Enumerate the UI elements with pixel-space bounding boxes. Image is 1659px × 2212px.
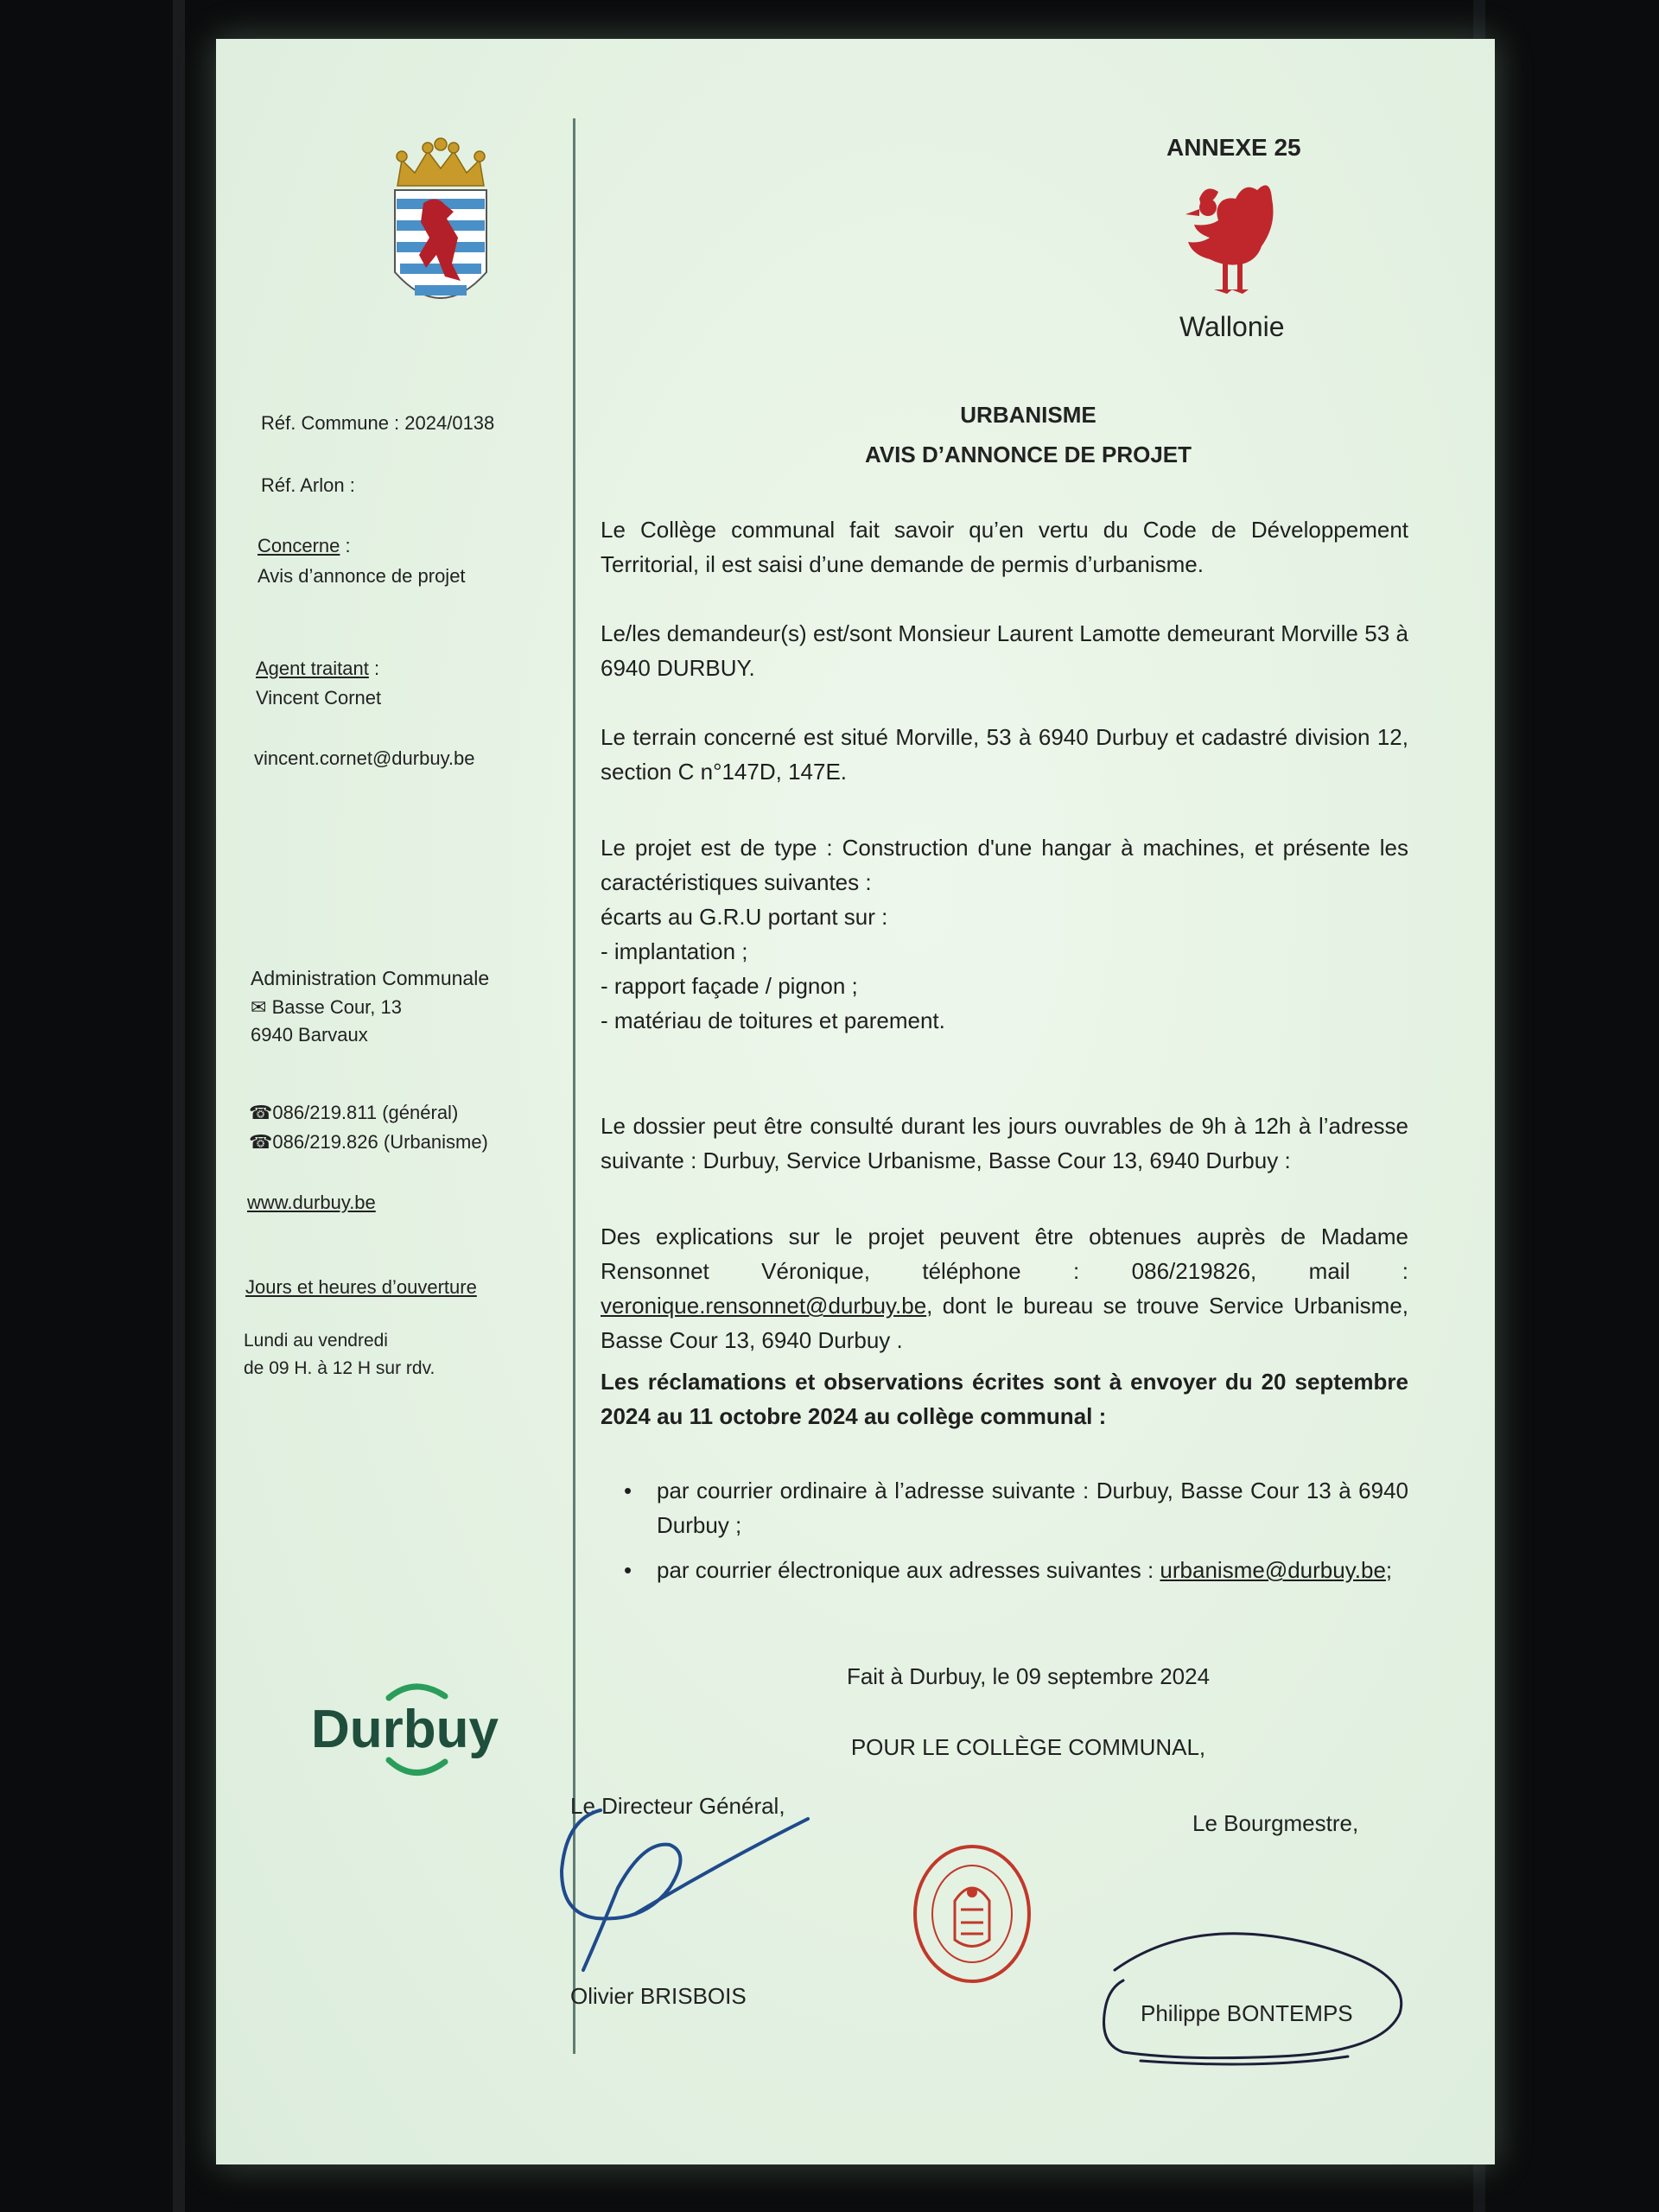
contact-email-link[interactable]: veronique.rensonnet@durbuy.be [601, 1293, 927, 1319]
phone-general[interactable]: 086/219.811 (général) [272, 1102, 459, 1123]
ref-commune: Réf. Commune : 2024/0138 [261, 412, 495, 434]
project-type: Le projet est de type : Construction d'une hangar à machines, et présente les caractéristiques suivantes : [601, 835, 1408, 895]
contact-text: Des explications sur le projet peuvent être obtenues auprès de Madame Rensonnet Véronique, téléphone : 086/219826, mail : [601, 1224, 1408, 1284]
paragraph-applicant: Le/les demandeur(s) est/sont Monsieur Laurent Lamotte demeurant Morville 53 à 6940 DURBUY. [601, 620, 1408, 681]
notice-subtitle: AVIS D’ANNONCE DE PROJET [864, 442, 1192, 467]
concerne-label-row [257, 531, 351, 561]
admin-title: Administration Communale [251, 967, 490, 989]
paragraph-claims: Les réclamations et observations écrites sont à envoyer du 20 septembre 2024 au 11 octobre 2024 au collège communal : [601, 1369, 1408, 1429]
paragraph-code: Le Collège communal fait savoir qu’en vertu du Code de Développement Territorial, il est saisi d’une demande de permis d’urbanisme. [601, 517, 1408, 577]
bullet-postal [624, 1473, 1408, 1542]
phone-icon: ☎ [249, 1131, 273, 1153]
admin-address: Basse Cour, 13 [271, 996, 402, 1018]
agent-email[interactable]: vincent.cornet@durbuy.be [254, 747, 475, 769]
project-deviations: écarts au G.R.U portant sur : [601, 904, 888, 930]
contact-office: , dont le bureau se trouve Service Urbanisme, Basse Cour 13, 6940 Durbuy . [601, 1293, 1408, 1353]
phone-general-row [249, 1098, 458, 1128]
annexe-label: ANNEXE 25 [1166, 134, 1301, 161]
bullet-mark: • [624, 1478, 632, 1503]
bullet-email-end: ; [1385, 1557, 1393, 1583]
director-signature [549, 1784, 834, 2009]
urbanisme-email-link[interactable]: urbanisme@durbuy.be [1160, 1557, 1386, 1583]
concerne-value: Avis d’annonce de projet [257, 565, 466, 587]
concerne-label: Concerne [257, 535, 340, 556]
phone-icon: ☎ [249, 1102, 273, 1123]
notice-title: URBANISME [960, 402, 1096, 428]
admin-address-row [251, 993, 402, 1022]
durbuy-logo-text: Durbuy [311, 1700, 499, 1759]
paragraph-consultation: Le dossier peut être consulté durant les jours ouvrables de 9h à 12h à l’adresse suivante : Durbuy, Service Urbanisme, Basse Cour 13, 6940 Durbuy : [601, 1113, 1408, 1173]
mayor-title: Le Bourgmestre, [1192, 1810, 1359, 1836]
project-item-2: - rapport façade / pignon ; [601, 973, 858, 999]
agent-separator: : [368, 658, 380, 679]
paragraph-contact [601, 1219, 1408, 1357]
bullet-postal-text: par courrier ordinaire à l’adresse suivante : Durbuy, Basse Cour 13 à 6940 Durbuy ; [657, 1478, 1408, 1538]
rooster-icon [1175, 173, 1279, 302]
admin-city: 6940 Barvaux [251, 1024, 368, 1046]
hours-days: Lundi au vendredi [244, 1331, 388, 1351]
commune-stamp [907, 1840, 1037, 1987]
hours-title: Jours et heures d’ouverture [245, 1276, 477, 1298]
ref-arlon: Réf. Arlon : [261, 474, 355, 496]
website-link[interactable]: www.durbuy.be [247, 1192, 376, 1213]
college-label: POUR LE COLLÈGE COMMUNAL, [850, 1734, 1206, 1760]
mayor-name: Philippe BONTEMPS [1141, 2000, 1353, 2026]
director-title: Le Directeur Général, [570, 1793, 785, 1819]
paragraph-land: Le terrain concerné est situé Morville, 53 à 6940 Durbuy et cadastré division 12, section C n°147D, 147E. [601, 724, 1408, 785]
envelope-icon: ✉ [251, 996, 267, 1018]
phone-urbanisme-row [249, 1128, 488, 1157]
bullet-email [624, 1553, 1408, 1587]
region-label: Wallonie [1179, 311, 1285, 342]
agent-label-row [256, 654, 379, 683]
agent-label: Agent traitant [256, 658, 369, 679]
project-item-1: - implantation ; [601, 938, 748, 964]
hours-time: de 09 H. à 12 H sur rdv. [244, 1358, 435, 1378]
director-name: Olivier BRISBOIS [570, 1983, 747, 2009]
concerne-separator: : [340, 535, 351, 556]
place-date: Fait à Durbuy, le 09 septembre 2024 [846, 1663, 1211, 1689]
notice-sheet [216, 39, 1495, 2164]
frame-edge-left [173, 0, 185, 2212]
durbuy-logo [302, 1663, 518, 1793]
project-item-3: - matériau de toitures et parement. [601, 1007, 945, 1033]
agent-name: Vincent Cornet [256, 687, 382, 709]
column-divider [573, 118, 575, 2054]
bullet-mark: • [624, 1557, 632, 1583]
bullet-email-text: par courrier électronique aux adresses suivantes : [657, 1557, 1160, 1583]
paragraph-project [601, 830, 1408, 1038]
coat-of-arms-icon [385, 125, 497, 341]
phone-urbanisme[interactable]: 086/219.826 (Urbanisme) [272, 1131, 488, 1153]
